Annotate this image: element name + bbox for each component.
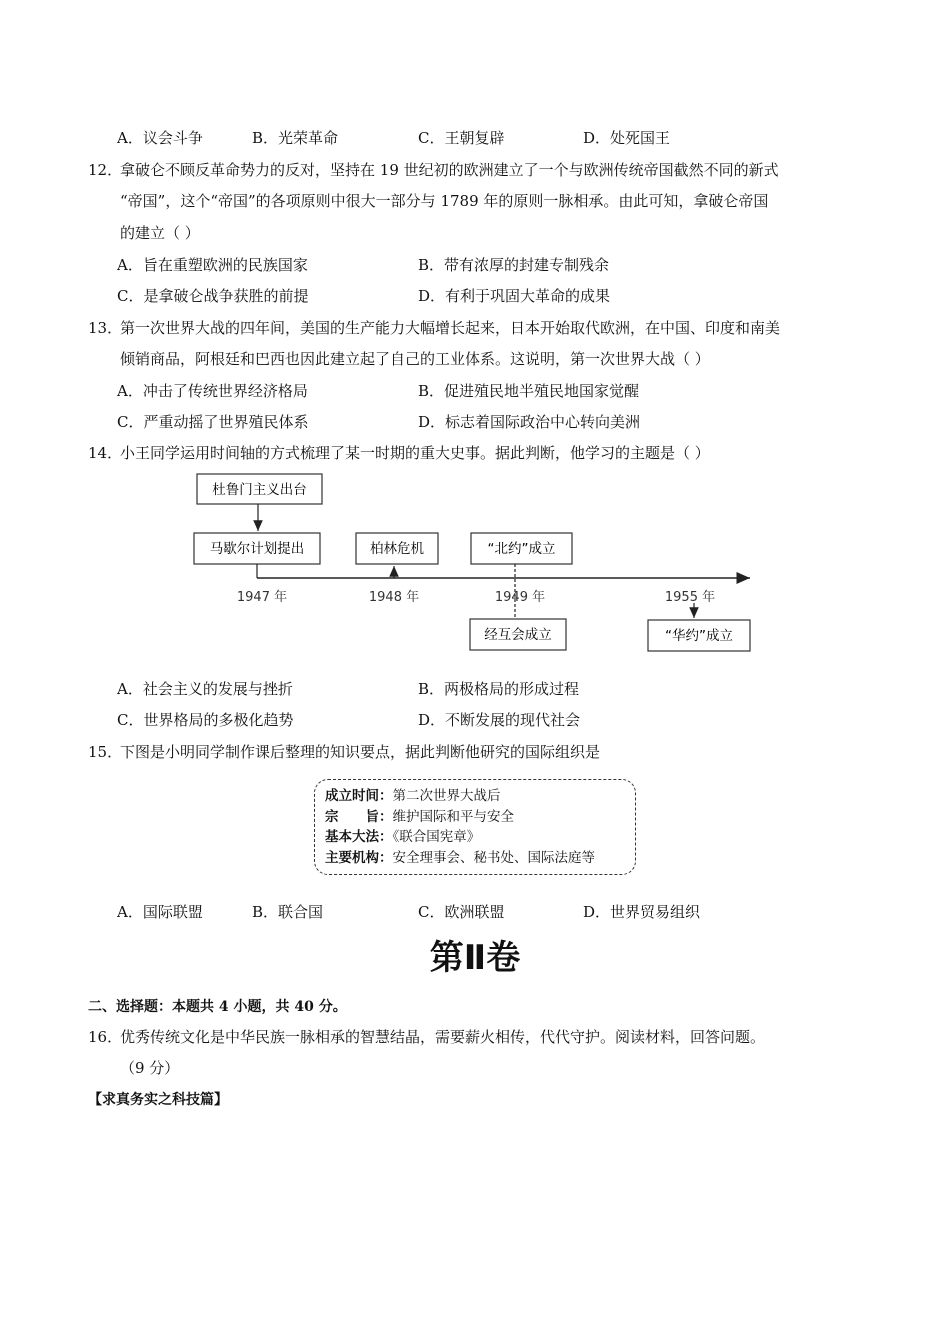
q14-option-c: C．世界格局的多极化趋势 [117, 711, 294, 729]
timeline-label-truman: 杜鲁门主义出台 [212, 482, 307, 498]
card-label-purpose: 宗 旨： [325, 808, 393, 825]
q12-stem-line-3: 的建立（ ） [120, 224, 200, 242]
part-2-title: 第Ⅱ卷 [429, 938, 521, 978]
card-row-purpose [325, 807, 625, 828]
q13-number: 13． [88, 319, 123, 337]
q13-stem-line-2: 倾销商品，阿根廷和巴西也因此建立起了自己的工业体系。这说明，第一次世界大战（ ） [120, 350, 710, 368]
card-value-purpose: 维护国际和平与安全 [392, 808, 514, 825]
card-label-organs: 主要机构： [325, 849, 393, 866]
q16-stem-line-2: （9 分） [120, 1059, 180, 1077]
card-value-organs: 安全理事会、秘书处、国际法庭等 [392, 849, 595, 866]
q12-stem-line-1: 拿破仑不顾反革命势力的反对，坚持在 19 世纪初的欧洲建立了一个与欧洲传统帝国截然不同的新式 [120, 161, 779, 179]
timeline-year-1949: 1949 年 [494, 590, 546, 605]
section-2-heading: 二、选择题：本题共 4 小题，共 40 分。 [88, 999, 347, 1015]
q15-stem-line-1: 下图是小明同学制作课后整理的知识要点，据此判断他研究的国际组织是 [120, 743, 601, 761]
timeline-label-marshall: 马歇尔计划提出 [209, 541, 305, 557]
q16-stem-line-1: 优秀传统文化是中华民族一脉相承的智慧结晶，需要薪火相传，代代守护。阅读材料，回答问题。 [120, 1028, 766, 1046]
q13-option-b: B．促进殖民地半殖民地国家觉醒 [418, 382, 640, 400]
q12-stem-line-2: “帝国”，这个“帝国”的各项原则中很大一部分与 1789 年的原则一脉相承。由此可知，拿破仑帝国 [120, 192, 769, 210]
q13-option-a: A．冲击了传统世界经济格局 [117, 382, 308, 400]
timeline-label-berlin: 柏林危机 [370, 541, 424, 557]
timeline-year-1947: 1947 年 [236, 590, 288, 605]
q11-option-b: B．光荣革命 [252, 129, 339, 147]
q13-option-d: D．标志着国际政治中心转向美洲 [418, 413, 641, 431]
q15-option-d: D．世界贸易组织 [583, 903, 701, 921]
q15-number: 15． [88, 743, 123, 761]
q14-number: 14． [88, 444, 123, 462]
q15-option-c: C．欧洲联盟 [418, 903, 505, 921]
timeline-label-comecon: 经互会成立 [484, 627, 552, 643]
timeline-label-warsaw: “华约”成立 [665, 628, 733, 644]
q15-option-a: A．国际联盟 [117, 903, 203, 921]
q14-option-a: A．社会主义的发展与挫折 [117, 680, 293, 698]
q14-option-d: D．不断发展的现代社会 [418, 711, 581, 729]
q14-stem-line-1: 小王同学运用时间轴的方式梳理了某一时期的重大史事。据此判断，他学习的主题是（ ） [120, 444, 710, 462]
card-value-founded: 第二次世界大战后 [392, 788, 501, 804]
q11-option-c: C．王朝复辟 [418, 129, 505, 147]
q15-knowledge-card [314, 779, 636, 875]
q13-stem-line-1: 第一次世界大战的四年间，美国的生产能力大幅增长起来，日本开始取代欧洲，在中国、印度和南美 [120, 319, 781, 337]
card-row-organs [325, 848, 625, 869]
q14-option-b: B．两极格局的形成过程 [418, 680, 580, 698]
card-row-founded [325, 786, 625, 807]
timeline-label-nato: “北约”成立 [487, 541, 556, 557]
q15-option-b: B．联合国 [252, 903, 324, 921]
q13-option-c: C．严重动摇了世界殖民体系 [117, 413, 309, 431]
q12-option-d: D．有利于巩固大革命的成果 [418, 287, 611, 305]
q16-number: 16． [88, 1028, 123, 1046]
card-value-charter: 《联合国宪章》 [392, 829, 481, 845]
card-label-charter: 基本大法： [325, 829, 393, 845]
timeline-year-1948: 1948 年 [368, 590, 420, 605]
card-label-founded: 成立时间： [325, 788, 393, 804]
card-row-charter [325, 827, 625, 848]
q12-option-b: B．带有浓厚的封建专制残余 [418, 256, 610, 274]
q12-option-a: A．旨在重塑欧洲的民族国家 [117, 256, 308, 274]
q11-option-d: D．处死国王 [583, 129, 671, 147]
q12-option-c: C．是拿破仑战争获胜的前提 [117, 287, 309, 305]
q11-option-a: A．议会斗争 [117, 129, 203, 147]
timeline-year-1955: 1955 年 [664, 590, 716, 605]
q16-subheading: 【求真务实之科技篇】 [88, 1092, 228, 1108]
q12-number: 12． [88, 161, 123, 179]
